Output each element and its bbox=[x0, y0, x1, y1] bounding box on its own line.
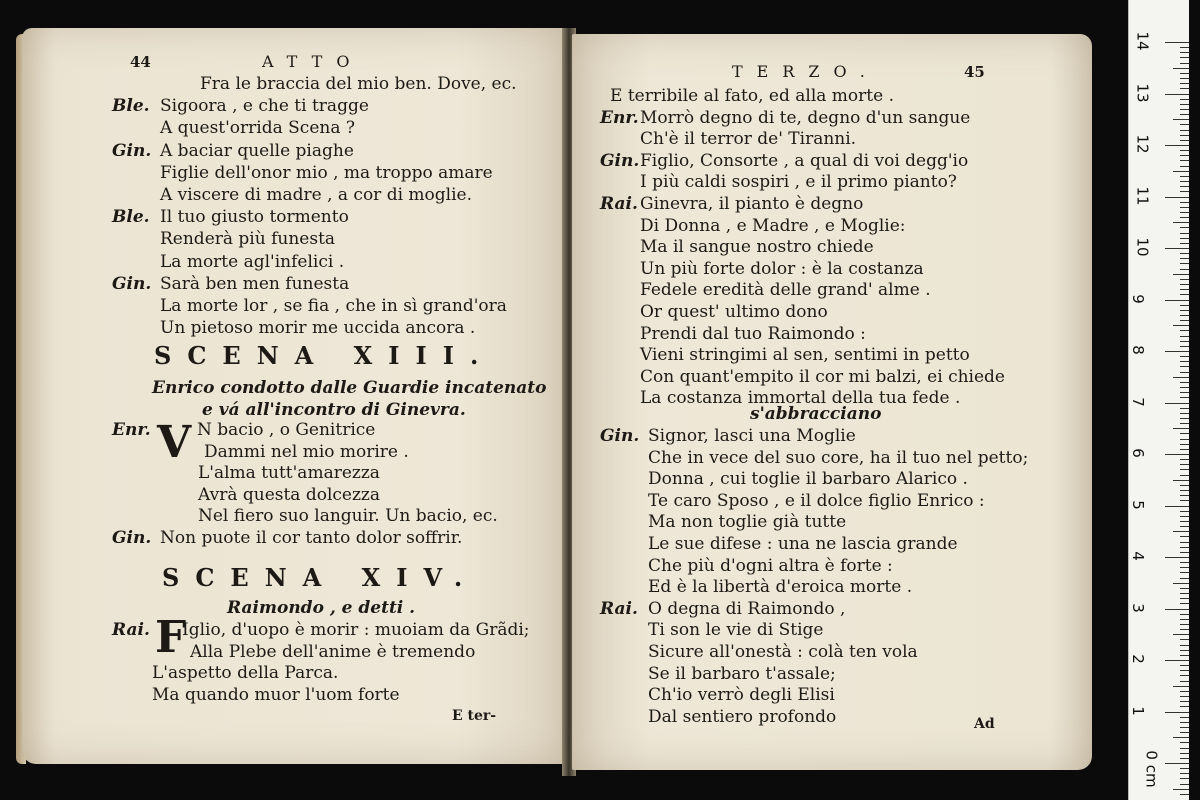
ruler-tick bbox=[1180, 99, 1189, 100]
ruler-tick bbox=[1180, 753, 1189, 754]
verse-line: Or quest' ultimo dono bbox=[640, 302, 828, 322]
ruler-tick bbox=[1180, 166, 1189, 167]
ruler-tick bbox=[1173, 428, 1189, 429]
ruler-tick bbox=[1180, 63, 1189, 64]
verse-line: L'alma tutt'amarezza bbox=[198, 463, 380, 483]
ruler-tick bbox=[1180, 675, 1189, 676]
ruler-tick bbox=[1180, 639, 1189, 640]
ruler-tick bbox=[1180, 315, 1189, 316]
verse-line: A viscere di madre , a cor di moglie. bbox=[160, 185, 473, 205]
verse-line: La costanza immortal della tua fede . bbox=[640, 388, 961, 409]
verse-line: Ma quando muor l'uom forte bbox=[152, 684, 400, 705]
ruler-tick bbox=[1180, 124, 1189, 125]
ruler-tick bbox=[1180, 655, 1189, 656]
ruler-tick bbox=[1180, 722, 1189, 723]
ruler-number: 10 bbox=[1133, 237, 1152, 257]
ruler-tick bbox=[1180, 469, 1189, 470]
ruler-number: 13 bbox=[1133, 82, 1152, 103]
ruler-tick bbox=[1180, 336, 1189, 337]
ruler-tick bbox=[1173, 531, 1189, 532]
ruler-tick bbox=[1180, 665, 1189, 666]
verse-line: Ma non toglie già tutte bbox=[648, 512, 847, 533]
ruler-tick bbox=[1180, 88, 1189, 89]
verse-line: Ginevra, il pianto è degno bbox=[640, 194, 864, 214]
right-catchword: Ad bbox=[974, 716, 995, 732]
left-catchword: E ter- bbox=[452, 708, 497, 724]
ruler-tick bbox=[1180, 449, 1189, 450]
verse-line: Sicure all'onestà : colà ten vola bbox=[648, 642, 918, 662]
ruler-tick bbox=[1180, 382, 1189, 383]
ruler-unit: 0 cm bbox=[1142, 750, 1161, 788]
ruler-tick bbox=[1180, 624, 1189, 625]
ruler-tick bbox=[1180, 341, 1189, 342]
ruler-tick bbox=[1180, 269, 1189, 270]
ruler-tick bbox=[1165, 660, 1189, 661]
speaker-label: Rai. bbox=[600, 194, 638, 214]
ruler-tick bbox=[1180, 490, 1189, 491]
scene-14-dropcap: F bbox=[155, 612, 187, 663]
verse-line: N bacio , o Genitrice bbox=[197, 420, 376, 440]
ruler-tick bbox=[1180, 57, 1189, 58]
ruler-tick bbox=[1180, 78, 1189, 79]
left-page bbox=[22, 28, 567, 764]
ruler-tick bbox=[1173, 274, 1189, 275]
verse-line: Non puote il cor tanto dolor soffrir. bbox=[160, 527, 463, 548]
ruler-tick bbox=[1180, 727, 1189, 728]
ruler-tick bbox=[1180, 202, 1189, 203]
ruler-tick bbox=[1180, 408, 1189, 409]
ruler-number: 11 bbox=[1133, 185, 1152, 206]
scale-ruler bbox=[1128, 0, 1189, 800]
ruler-tick bbox=[1180, 366, 1189, 367]
ruler-tick bbox=[1180, 346, 1189, 347]
speaker-label: Gin. bbox=[112, 140, 152, 161]
ruler-tick bbox=[1180, 778, 1189, 779]
ruler-number: 14 bbox=[1133, 31, 1152, 51]
ruler-tick bbox=[1180, 464, 1189, 465]
ruler-number: 6 bbox=[1128, 448, 1147, 458]
ruler-tick bbox=[1180, 598, 1189, 599]
ruler-tick bbox=[1180, 372, 1189, 373]
speaker-label: Gin. bbox=[600, 150, 640, 171]
ruler-tick bbox=[1180, 593, 1189, 594]
verse-line: Che più d'ogni altra è forte : bbox=[648, 555, 893, 576]
ruler-tick bbox=[1180, 356, 1189, 357]
ruler-tick bbox=[1180, 578, 1189, 579]
ruler-tick bbox=[1180, 701, 1189, 702]
ruler-number: 5 bbox=[1128, 499, 1147, 510]
ruler-tick bbox=[1180, 516, 1189, 517]
ruler-tick bbox=[1180, 552, 1189, 553]
verse-line: Dammi nel mio morire . bbox=[204, 441, 409, 462]
verse-line: Sigoora , e che ti tragge bbox=[160, 96, 369, 117]
ruler-tick bbox=[1180, 361, 1189, 362]
right-page-number: 45 bbox=[964, 63, 985, 81]
ruler-tick bbox=[1180, 439, 1189, 440]
scene-13-stage-1: Enrico condotto dalle Guardie incatenato bbox=[152, 378, 547, 398]
ruler-tick bbox=[1180, 681, 1189, 682]
ruler-tick bbox=[1180, 207, 1189, 208]
ruler-tick bbox=[1180, 310, 1189, 311]
ruler-tick bbox=[1180, 696, 1189, 697]
ruler-tick bbox=[1180, 140, 1189, 141]
verse-line: Te caro Sposo , e il dolce figlio Enrico : bbox=[648, 490, 985, 511]
ruler-tick bbox=[1180, 485, 1189, 486]
ruler-tick bbox=[1173, 377, 1189, 378]
ruler-tick bbox=[1173, 222, 1189, 223]
verse-line: Un più forte dolor : è la costanza bbox=[640, 258, 924, 279]
speaker-label: Enr. bbox=[600, 107, 639, 128]
ruler-tick bbox=[1180, 263, 1189, 264]
verse-line: Di Donna , e Madre , e Moglie: bbox=[640, 215, 906, 236]
speaker-label: Rai. bbox=[112, 620, 150, 640]
ruler-tick bbox=[1180, 150, 1189, 151]
ruler-tick bbox=[1180, 784, 1189, 785]
verse-line: Ti son le vie di Stige bbox=[648, 620, 824, 641]
ruler-tick bbox=[1165, 454, 1189, 455]
verse-line: Alla Plebe dell'anime è tremendo bbox=[190, 641, 476, 662]
verse-line: Un pietoso morir me uccida ancora . bbox=[160, 318, 476, 339]
ruler-tick bbox=[1180, 233, 1189, 234]
ruler-tick bbox=[1180, 773, 1189, 774]
ruler-tick bbox=[1180, 284, 1189, 285]
ruler-tick bbox=[1173, 171, 1189, 172]
ruler-tick bbox=[1180, 732, 1189, 733]
left-page-number: 44 bbox=[130, 53, 151, 71]
verse-line: Iglio, d'uopo è morir : muoiam da Grãdi; bbox=[182, 620, 530, 640]
ruler-tick bbox=[1180, 289, 1189, 290]
ruler-number: 4 bbox=[1128, 551, 1147, 561]
ruler-tick bbox=[1165, 403, 1189, 404]
ruler-tick bbox=[1165, 557, 1189, 558]
ruler-tick bbox=[1180, 511, 1189, 512]
ruler-number: 7 bbox=[1128, 396, 1147, 407]
verse-line: Ch'io verrò degli Elisi bbox=[648, 685, 835, 706]
verse-line: Il tuo giusto tormento bbox=[160, 207, 349, 228]
verse-line: Vieni stringimi al sen, sentimi in petto bbox=[640, 345, 970, 366]
right-page bbox=[572, 34, 1092, 770]
ruler-tick bbox=[1180, 717, 1189, 718]
ruler-tick bbox=[1173, 119, 1189, 120]
ruler-tick bbox=[1173, 634, 1189, 635]
ruler-tick bbox=[1180, 176, 1189, 177]
ruler-tick bbox=[1180, 475, 1189, 476]
right-stage-direction: s'abbracciano bbox=[750, 404, 882, 424]
ruler-tick bbox=[1180, 387, 1189, 388]
verse-line: Sarà ben men funesta bbox=[160, 273, 350, 294]
ruler-tick bbox=[1180, 258, 1189, 259]
verse-line: Fedele eredità delle grand' alme . bbox=[640, 280, 931, 301]
ruler-tick bbox=[1180, 238, 1189, 239]
scene-14-title: SCENA XIV. bbox=[162, 563, 479, 592]
ruler-tick bbox=[1180, 567, 1189, 568]
verse-line: La morte agl'infelici . bbox=[160, 251, 345, 272]
verse-line: Prendi dal tuo Raimondo : bbox=[640, 323, 866, 344]
ruler-tick bbox=[1165, 351, 1189, 352]
ruler-tick bbox=[1180, 691, 1189, 692]
speaker-label: Ble. bbox=[112, 207, 150, 228]
ruler-tick bbox=[1180, 191, 1189, 192]
ruler-tick bbox=[1165, 248, 1189, 249]
verse-line: E terribile al fato, ed alla morte . bbox=[610, 86, 894, 106]
ruler-tick bbox=[1180, 109, 1189, 110]
verse-line: Donna , cui toglie il barbaro Alarico . bbox=[648, 469, 968, 490]
ruler-number: 2 bbox=[1128, 654, 1147, 664]
ruler-tick bbox=[1180, 650, 1189, 651]
verse-line: Se il barbaro t'assale; bbox=[648, 663, 836, 684]
ruler-tick bbox=[1180, 320, 1189, 321]
ruler-tick bbox=[1173, 686, 1189, 687]
ruler-tick bbox=[1180, 305, 1189, 306]
verse-line: Avrà questa dolcezza bbox=[198, 484, 381, 505]
ruler-tick bbox=[1180, 392, 1189, 393]
ruler-tick bbox=[1165, 94, 1189, 95]
verse-line: L'aspetto della Parca. bbox=[152, 663, 339, 683]
ruler-tick bbox=[1180, 104, 1189, 105]
verse-line: Signor, lasci una Moglie bbox=[648, 426, 856, 446]
ruler-tick bbox=[1180, 181, 1189, 182]
ruler-tick bbox=[1180, 330, 1189, 331]
ruler-tick bbox=[1165, 42, 1189, 43]
ruler-tick bbox=[1180, 212, 1189, 213]
ruler-tick bbox=[1180, 542, 1189, 543]
ruler-tick bbox=[1180, 614, 1189, 615]
ruler-tick bbox=[1180, 619, 1189, 620]
ruler-tick bbox=[1180, 495, 1189, 496]
speaker-label: Ble. bbox=[112, 96, 150, 117]
verse-line: Nel fiero suo languir. Un bacio, ec. bbox=[198, 506, 498, 526]
ruler-tick bbox=[1180, 742, 1189, 743]
speaker-label: Rai. bbox=[600, 598, 638, 619]
ruler-tick bbox=[1180, 253, 1189, 254]
ruler-tick bbox=[1180, 294, 1189, 295]
ruler-tick bbox=[1180, 413, 1189, 414]
ruler-tick bbox=[1173, 737, 1189, 738]
left-running-head: ATTO bbox=[262, 52, 364, 71]
ruler-number: 3 bbox=[1128, 602, 1147, 613]
ruler-tick bbox=[1165, 609, 1189, 610]
verse-line: O degna di Raimondo , bbox=[648, 598, 846, 619]
verse-line: Fra le braccia del mio ben. Dove, ec. bbox=[200, 74, 517, 94]
ruler-tick bbox=[1173, 789, 1189, 790]
ruler-tick bbox=[1180, 52, 1189, 53]
scene-13-title: SCENA XIII. bbox=[154, 341, 495, 370]
verse-line: Renderà più funesta bbox=[160, 229, 336, 250]
ruler-tick bbox=[1180, 645, 1189, 646]
ruler-tick bbox=[1180, 526, 1189, 527]
ruler-tick bbox=[1180, 536, 1189, 537]
ruler-tick bbox=[1180, 459, 1189, 460]
verse-line: Morrò degno di te, degno d'un sangue bbox=[640, 107, 971, 128]
verse-line: I più caldi sospiri , e il primo pianto? bbox=[640, 172, 957, 193]
ruler-tick bbox=[1173, 68, 1189, 69]
ruler-tick bbox=[1180, 114, 1189, 115]
ruler-tick bbox=[1165, 712, 1189, 713]
speaker-label: Gin. bbox=[600, 426, 640, 446]
ruler-tick bbox=[1180, 155, 1189, 156]
ruler-tick bbox=[1180, 135, 1189, 136]
verse-line: Che in vece del suo core, ha il tuo nel petto; bbox=[648, 447, 1029, 468]
scene-13-stage-2: e vá all'incontro di Ginevra. bbox=[202, 400, 466, 420]
verse-line: Dal sentiero profondo bbox=[648, 706, 837, 727]
speaker-label: Gin. bbox=[112, 273, 152, 294]
ruler-tick bbox=[1180, 603, 1189, 604]
ruler-tick bbox=[1180, 768, 1189, 769]
ruler-tick bbox=[1173, 325, 1189, 326]
ruler-tick bbox=[1180, 748, 1189, 749]
ruler-tick bbox=[1165, 300, 1189, 301]
ruler-tick bbox=[1165, 197, 1189, 198]
ruler-tick bbox=[1180, 521, 1189, 522]
ruler-tick bbox=[1180, 572, 1189, 573]
verse-line: A baciar quelle piaghe bbox=[160, 140, 354, 161]
ruler-tick bbox=[1180, 588, 1189, 589]
verse-line: Figlio, Consorte , a qual di voi degg'io bbox=[640, 150, 969, 171]
ruler-tick bbox=[1180, 758, 1189, 759]
ruler-number: 8 bbox=[1128, 345, 1147, 355]
verse-line: Ed è la libertà d'eroica morte . bbox=[648, 577, 913, 598]
ruler-tick bbox=[1180, 397, 1189, 398]
ruler-tick bbox=[1180, 130, 1189, 131]
ruler-tick bbox=[1180, 47, 1189, 48]
verse-line: Figlie dell'onor mio , ma troppo amare bbox=[160, 162, 493, 183]
verse-line: Con quant'empito il cor mi balzi, ei chiede bbox=[640, 366, 1005, 387]
verse-line: La morte lor , se fia , che in sì grand'ora bbox=[160, 296, 507, 316]
ruler-tick bbox=[1180, 794, 1189, 795]
verse-line: Le sue difese : una ne lascia grande bbox=[648, 534, 958, 554]
ruler-tick bbox=[1180, 706, 1189, 707]
ruler-tick bbox=[1180, 562, 1189, 563]
speaker-label: Enr. bbox=[112, 420, 151, 440]
ruler-tick bbox=[1180, 83, 1189, 84]
right-running-head: TERZO. bbox=[732, 62, 879, 81]
ruler-tick bbox=[1180, 444, 1189, 445]
ruler-tick bbox=[1180, 423, 1189, 424]
ruler-tick bbox=[1180, 500, 1189, 501]
ruler-tick bbox=[1180, 433, 1189, 434]
ruler-tick bbox=[1180, 217, 1189, 218]
ruler-tick bbox=[1165, 506, 1189, 507]
ruler-tick bbox=[1165, 145, 1189, 146]
verse-line: Ma il sangue nostro chiede bbox=[640, 237, 874, 258]
open-book bbox=[22, 28, 1092, 776]
ruler-number: 9 bbox=[1128, 293, 1147, 304]
verse-line: Ch'è il terror de' Tiranni. bbox=[640, 129, 857, 150]
ruler-tick bbox=[1180, 227, 1189, 228]
verse-line: A quest'orrida Scena ? bbox=[160, 118, 355, 139]
ruler-tick bbox=[1180, 418, 1189, 419]
ruler-tick bbox=[1180, 160, 1189, 161]
ruler-tick bbox=[1180, 629, 1189, 630]
ruler-tick bbox=[1180, 243, 1189, 244]
speaker-label: Gin. bbox=[112, 527, 152, 548]
ruler-number: 1 bbox=[1128, 705, 1147, 716]
ruler-tick bbox=[1180, 547, 1189, 548]
ruler-number: 12 bbox=[1133, 134, 1152, 154]
ruler-tick bbox=[1165, 763, 1189, 764]
ruler-tick bbox=[1173, 583, 1189, 584]
ruler-tick bbox=[1180, 186, 1189, 187]
ruler-tick bbox=[1180, 73, 1189, 74]
ruler-tick bbox=[1180, 279, 1189, 280]
scene-13-dropcap: V bbox=[157, 417, 192, 468]
scene-14-stage-1: Raimondo , e detti . bbox=[227, 598, 416, 618]
ruler-tick bbox=[1180, 670, 1189, 671]
ruler-tick bbox=[1173, 480, 1189, 481]
